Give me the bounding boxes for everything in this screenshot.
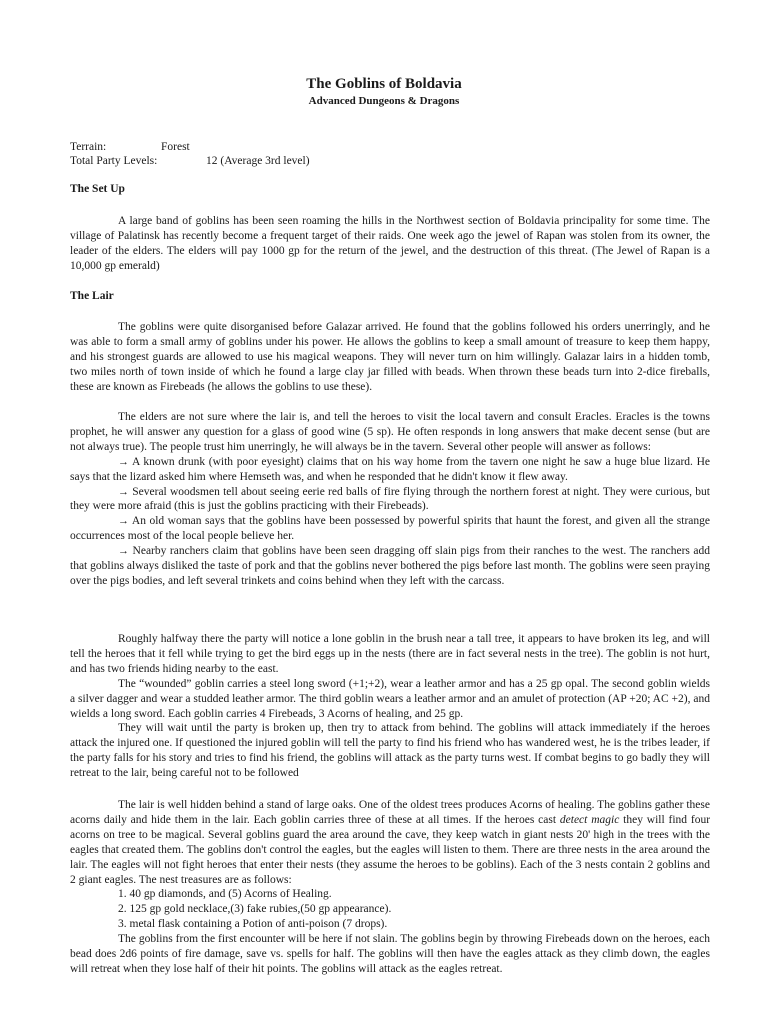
rumor-text: An old woman says that the goblins have been possessed by powerful spirits that haunt the forest, and given all the strange occurrences most of the local people believe her.: [70, 515, 710, 543]
terrain-label: Terrain:: [70, 141, 107, 153]
lair-location-paragraph: [70, 798, 710, 887]
treasure-list-item: 1. 40 gp diamonds, and (5) Acorns of Healing.: [118, 888, 332, 901]
lair-section-rumors: [70, 410, 710, 589]
party-levels-label: Total Party Levels:: [70, 155, 158, 167]
arrow-right-icon: →: [118, 455, 129, 468]
terrain-row: [70, 140, 190, 154]
lair-paragraph-1: The goblins were quite disorganised before Galazar arrived. He found that the goblins followed his orders unerringly, and he was able to form a small army of goblins under his power. He allows the goblins to keep a small amount of treasure to keep them happy, and his strongest guards are allowed to use his magical weapons. They will never turn on him willingly. Galazar lairs in a hidden tomb, two miles north of town inside of which he found a large clay jar filled with beads. When thrown these beads turn into 2-dice fireballs, these are known as Firebeads (he allows the goblins to use these).: [70, 321, 710, 393]
lair-location-section: [70, 798, 710, 977]
lair-heading: The Lair: [70, 290, 114, 302]
setup-heading: The Set Up: [70, 183, 125, 195]
arrow-right-icon: →: [118, 545, 129, 558]
arrow-right-icon: →: [118, 485, 129, 498]
document-title: The Goblins of Boldavia: [306, 76, 462, 92]
treasure-list-item: 2. 125 gp gold necklace,(3) fake rubies,(50 gp appearance).: [118, 903, 392, 916]
treasure-list-item: 3. metal flask containing a Potion of anti-poison (7 drops).: [118, 918, 388, 931]
party-levels-row: [70, 154, 310, 168]
rumor-item: [70, 514, 710, 544]
terrain-value: Forest: [161, 141, 190, 153]
setup-paragraph: A large band of goblins has been seen roaming the hills in the Northwest section of Boldavia principality for some time. The village of Palatinsk has recently become a frequent target of their raids. One week ago the jewel of Rapan was stolen from its owner, the leader of the elders. The elders will pay 1000 gp for the return of the jewel, and the destruction of this threat. (The Jewel of Rapan is a 10,000 gp emerald): [70, 215, 710, 272]
ambush-paragraph-2: The “wounded” goblin carries a steel long sword (+1;+2), wear a leather armor and has a 25 gp opal. The second goblin wields a silver dagger and wear a studded leather armor. The third goblin wears a leather armor and an amulet of protection (AP +20; AC +2), and wields a long sword. Each goblin carries 4 Firebeads, 3 Acorns of healing, and 25 gp.: [70, 677, 710, 720]
lair-paragraph-2: The elders are not sure where the lair is, and tell the heroes to visit the local tavern and consult Eracles. Eracles is the towns prophet, he will answer any question for a glass of good wine (5 sp). He often responds in long answers that make decent sense (but are not always true). The people trust him unerringly, he will always be in the tavern. Several other people will answer as follows:: [70, 411, 710, 453]
combat-paragraph: The goblins from the first encounter will be here if not slain. The goblins begin by throwing Firebeads down on the heroes, each bead does 2d6 points of fire damage, save vs. spells for half. The goblins will then have the eagles attack as they climb down, the eagles will retreat when they lose half of their hit points. The goblins will attack as the eagles retreat.: [70, 933, 710, 975]
party-levels-value: 12 (Average 3rd level): [206, 155, 310, 167]
rumor-text: Nearby ranchers claim that goblins have been seen dragging off slain pigs from their ranches to the west. The ranchers add that goblins always disliked the taste of pork and that the goblins never bothered the pigs before last month. The goblins were seen praying over the pigs bodies, and left several trinkets and coins behind when they left with the carcass.: [70, 545, 711, 587]
lair-location-text-b: they will find four acorns on tree to be magical. Several goblins guard the area around the cave, they keep watch in giant nests 20' high in the trees with the eagles that created them. The goblins don't control the eagles, but the eagles will listen to them. There are three nests in the area around the lair. The eagles will not fight heroes that enter their nests (they assume the heroes to be goblins). Each of the 3 nests contain 2 goblins and 2 giant eagles. The nest treasures are as follows:: [70, 813, 711, 886]
ambush-paragraph-1: Roughly halfway there the party will notice a lone goblin in the brush near a tall tree, it appears to have broken its leg, and will tell the heroes that it fell while trying to get the bird eggs up in the nests (there are in fact several nests in the tree). The goblin is not hurt, and has two friends hiding nearby to the east.: [70, 633, 710, 675]
lair-location-text-a: The lair is well hidden behind a stand of large oaks. One of the oldest trees produces Acorns of healing. The goblins gather these acorns daily and hide them in the lair. Each goblin carries three of these at all times. If the heroes cast: [70, 799, 710, 826]
rumor-text: Several woodsmen tell about seeing eerie red balls of fire flying through the northern forest at night. They were curious, but they were more afraid (this is just the goblins practicing with their Firebeads).: [70, 485, 711, 513]
ambush-section: [70, 632, 710, 781]
detect-magic-spell: detect magic: [559, 813, 620, 826]
rumor-text: A known drunk (with poor eyesight) claims that on his way home from the tavern one night he saw a huge blue lizard. He says that the lizard asked him where Hemseth was, and when he responded that he didn't know it flew away.: [70, 455, 710, 483]
lair-section-intro: [70, 320, 710, 395]
arrow-right-icon: →: [118, 515, 129, 528]
rumor-item: [70, 544, 710, 589]
rumor-item: [70, 455, 710, 485]
document-subtitle: Advanced Dungeons & Dragons: [308, 95, 460, 107]
setup-section: [70, 214, 710, 274]
rumor-item: [70, 485, 710, 515]
ambush-paragraph-3: They will wait until the party is broken up, then try to attack from behind. The goblins will attack immediately if the heroes attack the injured one. If questioned the injured goblin will tell the party to find his friend who has wandered west, he is the tribes leader, if the party falls for his story and tries to find his friend, the goblins will attack as the party turns west. If combat begins to go badly they will retreat to the lair, being careful not to be followed: [70, 722, 710, 780]
